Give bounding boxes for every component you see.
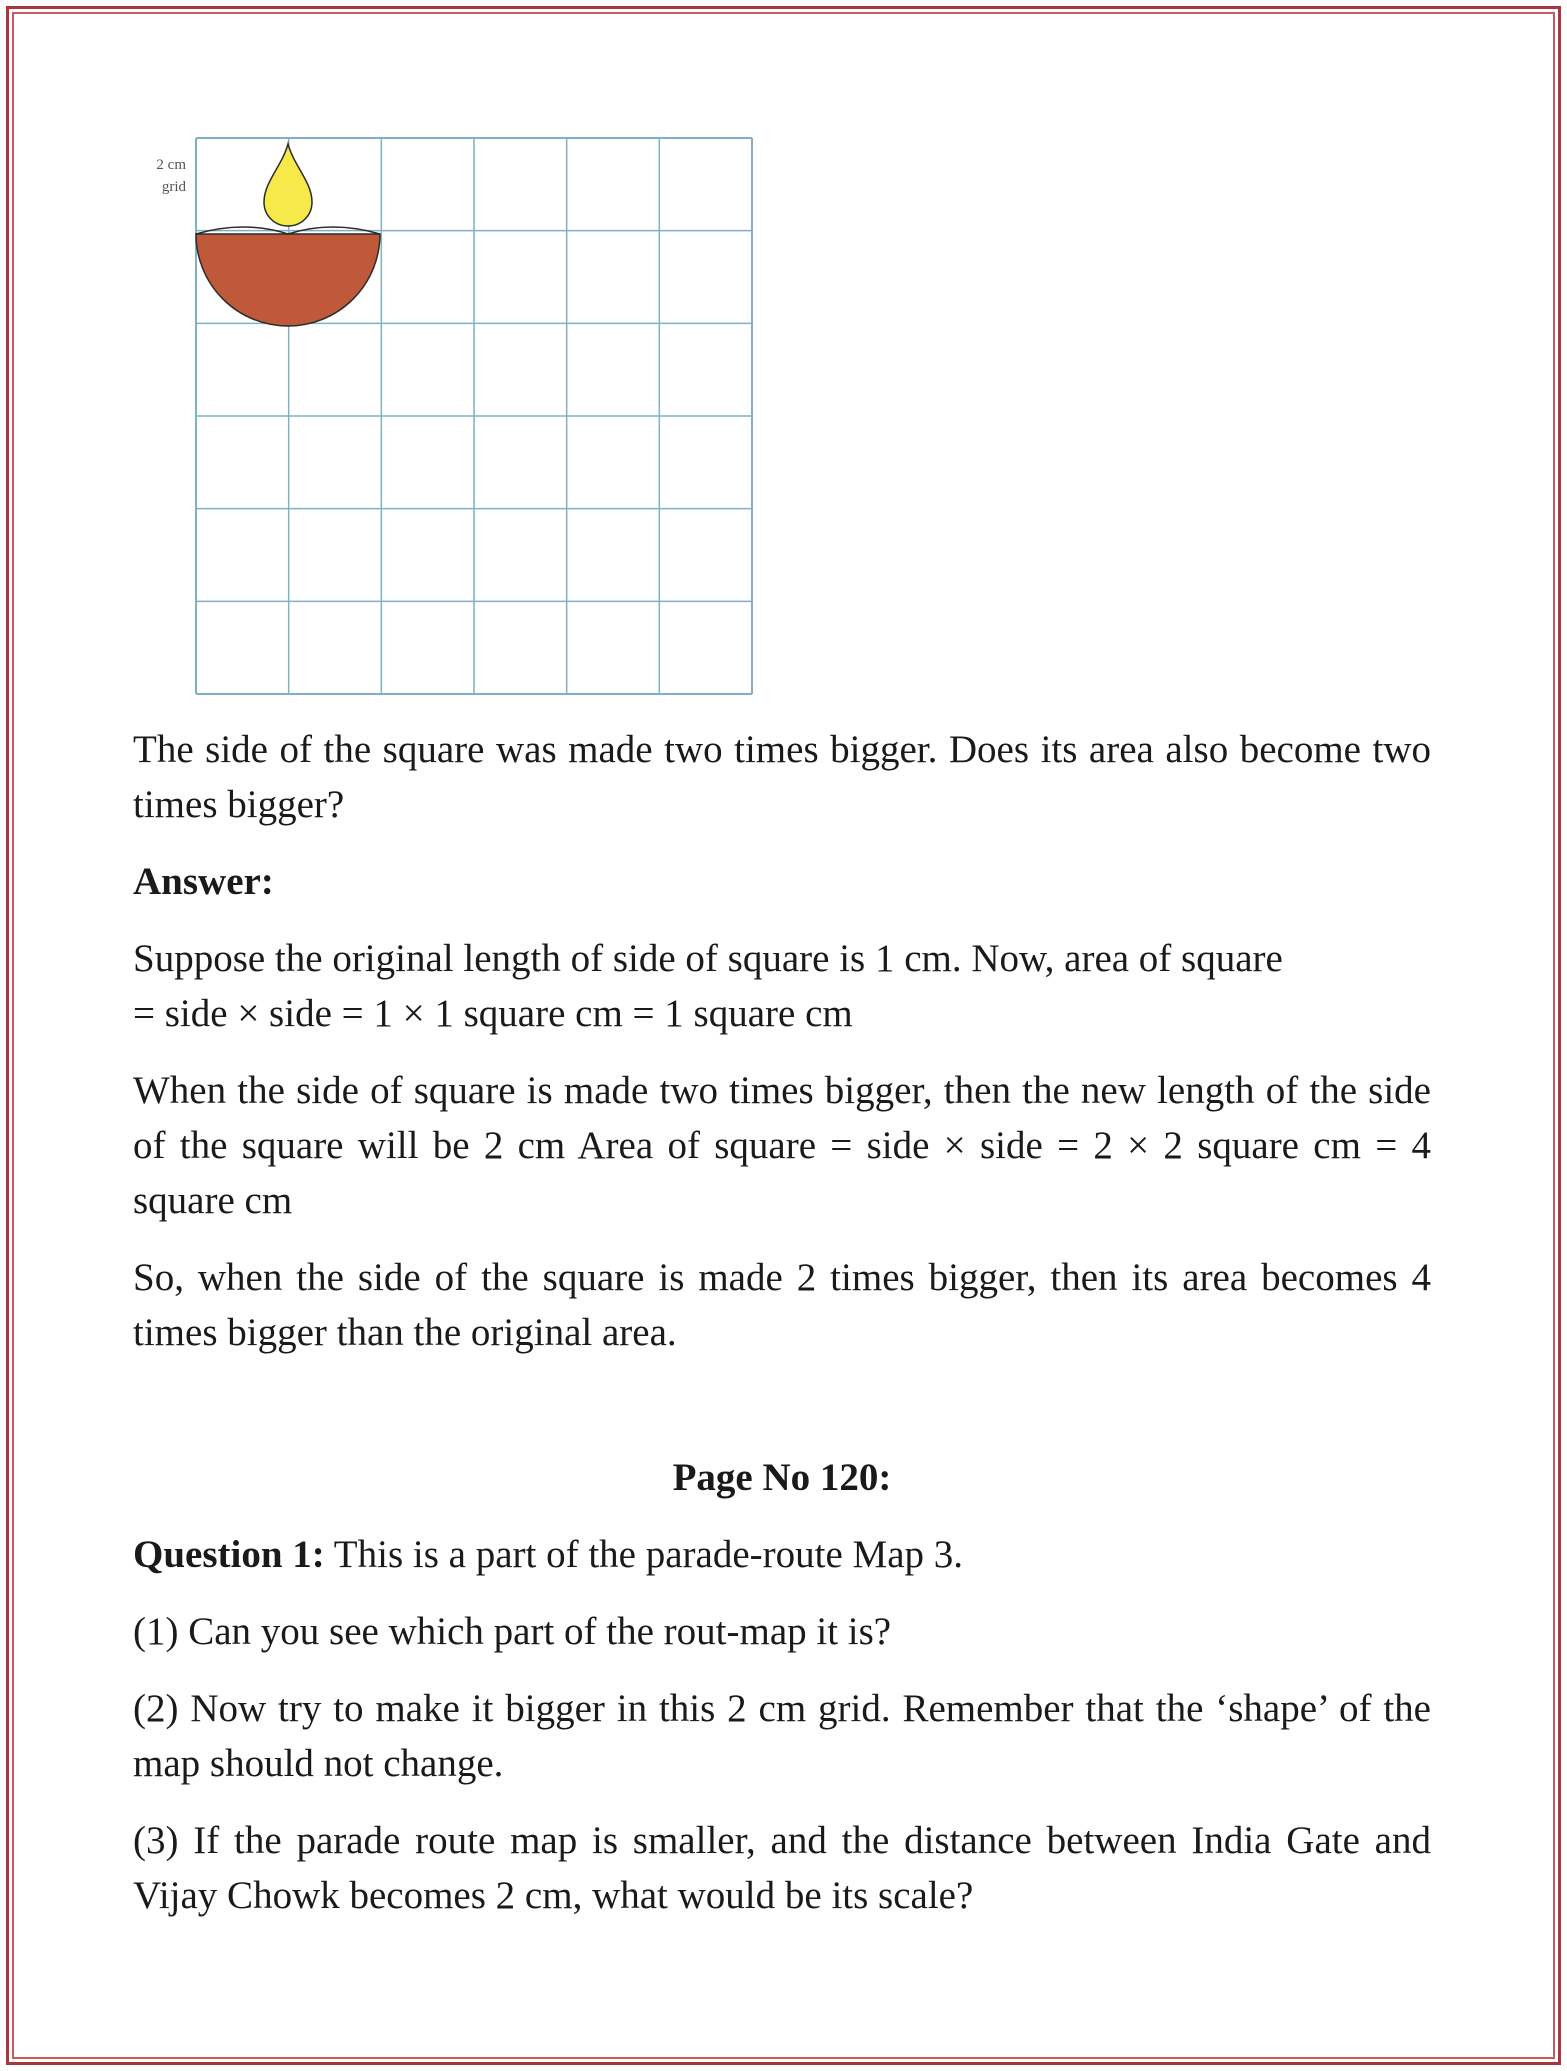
main-content	[133, 722, 1431, 1945]
diya-bowl	[196, 234, 380, 326]
grid-canvas	[194, 136, 754, 696]
question-paragraph: The side of the square was made two times bigger. Does its area also become two times bigger?	[133, 728, 1431, 826]
diya-grid-figure	[130, 130, 770, 720]
page-number-heading: Page No 120:	[672, 1456, 892, 1499]
question-1-label: Question 1:	[133, 1533, 325, 1576]
question-1-part-2: (2) Now try to make it bigger in this 2 cm grid. Remember that the ‘shape’ of the map should not change.	[133, 1687, 1431, 1785]
answer-paragraph-1-line-1: Suppose the original length of side of square is 1 cm. Now, area of square	[133, 937, 1283, 980]
answer-paragraph-1-line-2: = side × side = 1 × 1 square cm = 1 square cm	[133, 992, 853, 1035]
question-1-text: This is a part of the parade-route Map 3.	[324, 1533, 964, 1576]
question-1-part-3: (3) If the parade route map is smaller, and the distance between India Gate and Vijay Chowk becomes 2 cm, what would be its scale?	[133, 1819, 1431, 1917]
grid-label-size: 2 cm	[156, 157, 186, 173]
answer-heading: Answer:	[133, 860, 274, 903]
question-1	[133, 1527, 1431, 1582]
answer-paragraph-1	[133, 931, 1431, 1041]
diya-flame-icon	[264, 144, 312, 226]
question-1-part-1: (1) Can you see which part of the rout-map it is?	[133, 1610, 892, 1653]
answer-paragraph-3: So, when the side of the square is made 2 times bigger, then its area becomes 4 times bigger than the original area.	[133, 1256, 1431, 1354]
answer-paragraph-2: When the side of square is made two times bigger, then the new length of the side of the square will be 2 cm Area of square = side × side = 2 × 2 square cm = 4 square cm	[133, 1069, 1431, 1222]
grid-label	[130, 154, 186, 198]
grid-label-word: grid	[161, 179, 186, 195]
